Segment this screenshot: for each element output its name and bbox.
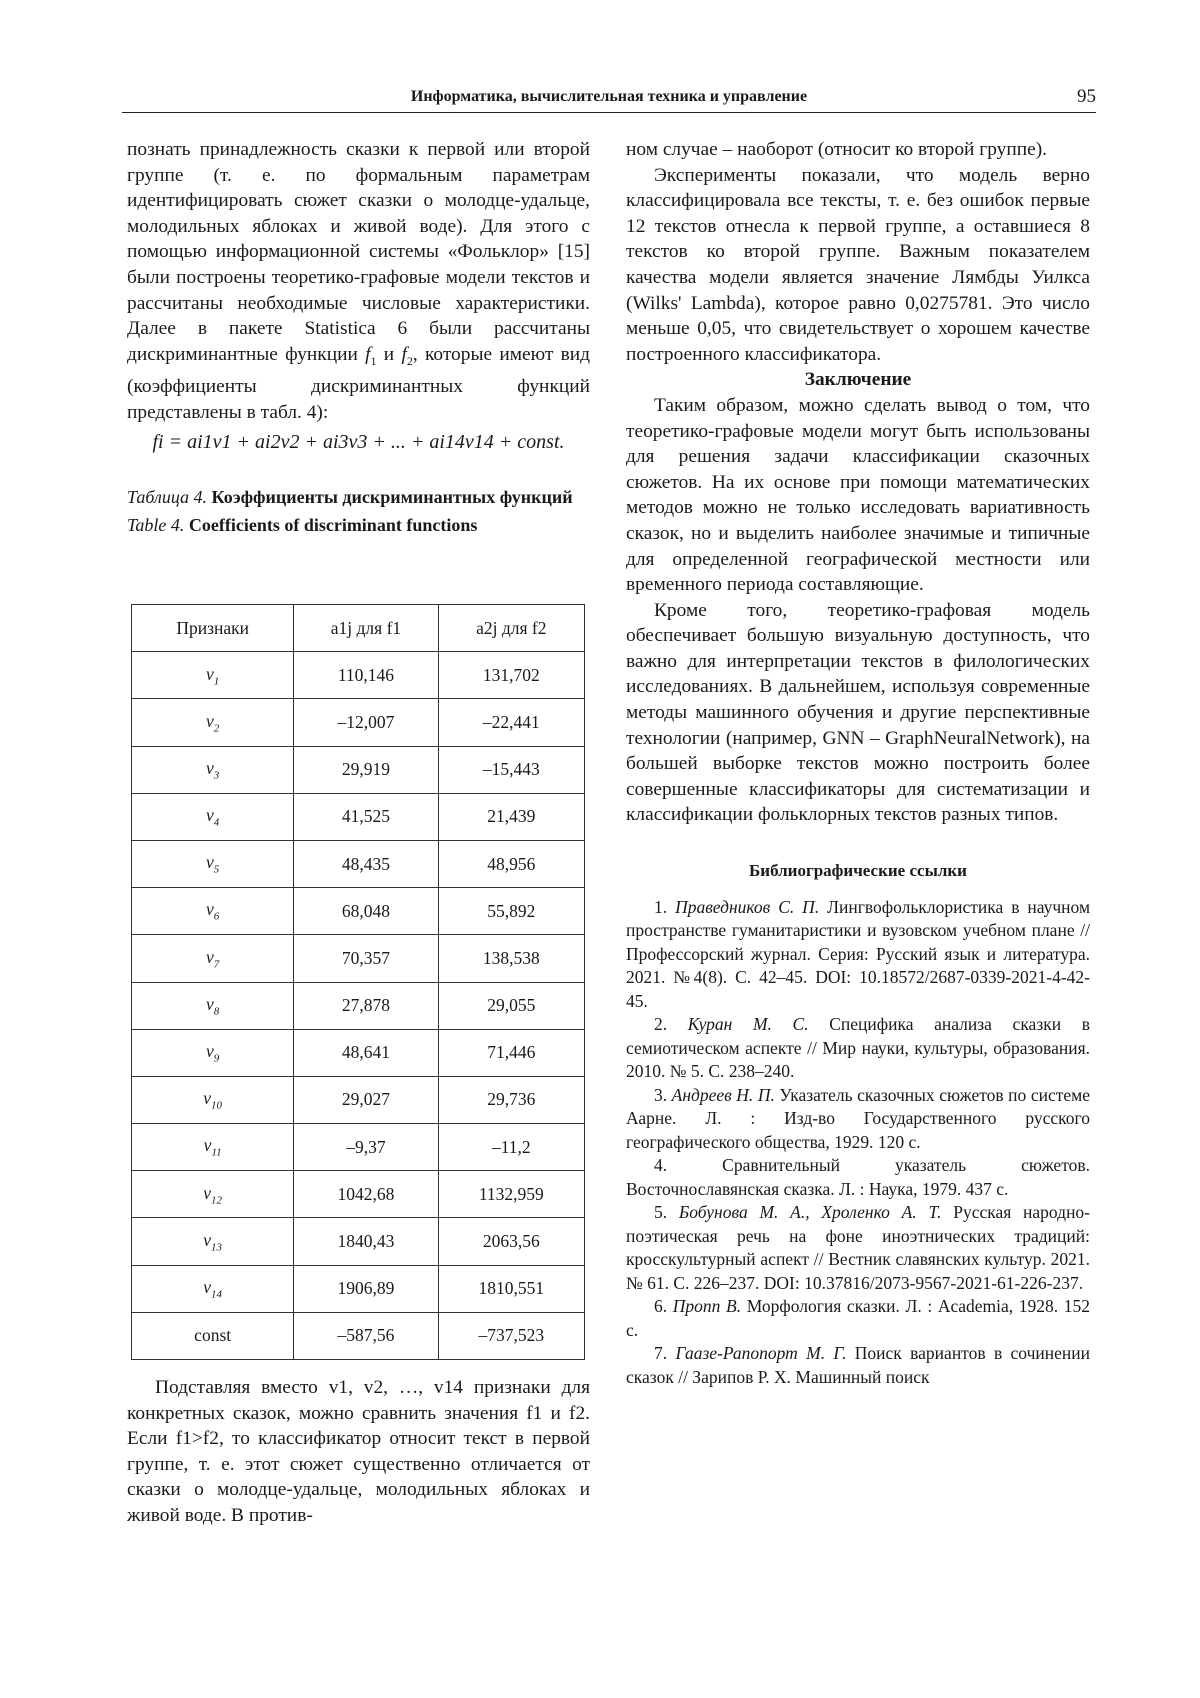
header-a1j: a1j для f1 (294, 605, 438, 652)
table-row (132, 1029, 585, 1076)
table-row (132, 1124, 585, 1171)
a1j-cell: 48,641 (294, 1029, 438, 1076)
feature-cell: $v_8$ (132, 982, 294, 1029)
right-column (626, 137, 1090, 1389)
left-column-bottom (127, 1375, 590, 1529)
page-number: 95 (1077, 86, 1096, 107)
conjunction: и (376, 343, 402, 365)
reference-item (626, 1013, 1090, 1084)
ref-author: Пропп В. (672, 1296, 742, 1317)
a1j-cell: 1042,68 (294, 1171, 438, 1218)
a2j-cell: 21,439 (438, 793, 584, 840)
formula-text: fi = ai1v1 + ai2v2 + ai3v3 + ... + ai14v14 + const. (152, 431, 565, 454)
feature-cell: const (132, 1312, 294, 1359)
header-features: Признаки (132, 605, 294, 652)
a2j-cell: –15,443 (438, 746, 584, 793)
references-list (626, 896, 1090, 1390)
feature-cell: $v_{10}$ (132, 1076, 294, 1123)
table-row (132, 935, 585, 982)
table-row (132, 888, 585, 935)
a2j-cell: 138,538 (438, 935, 584, 982)
a1j-cell: 110,146 (294, 652, 438, 699)
ref-author: Праведников С. П. (675, 896, 820, 917)
feature-cell: $v_{14}$ (132, 1265, 294, 1312)
journal-title: Информатика, вычислительная техника и управление (410, 88, 808, 105)
a1j-cell: 29,027 (294, 1076, 438, 1123)
a1j-cell: 70,357 (294, 935, 438, 982)
paragraph-intro-tail: , которые имеют вид (коэффициенты дискриминантных функций представлены в табл. 4): (127, 343, 590, 423)
ref-text: Специфика анализа сказки в семиотическом аспекте // Мир науки, культуры, образования. 2010. № 5. С. 238–240. (626, 1014, 1090, 1082)
ref-text: Указатель сказочных сюжетов по системе Аарне. Л. : Изд-во Государственного русского географического общества, 1929. 120 с. (626, 1084, 1090, 1152)
reference-item (626, 1295, 1090, 1342)
feature-cell: $v_1$ (132, 652, 294, 699)
a1j-cell: 41,525 (294, 793, 438, 840)
table-row (132, 1076, 585, 1123)
paragraph-conclusion-1: Таким образом, можно сделать вывод о том, что теоретико-графовые модели могут быть использованы для решения задачи классификации сказочных сюжетов. На их основе при помощи математических методов можно не только исследовать вариативность сказок, но и выделить наиболее значимые и типичные для определенной географической местности или временного периода составляющие. (626, 394, 1090, 596)
table-row (132, 699, 585, 746)
ref-text: Лингвофольклористика в научном пространстве гуманитаристики и вузовском учебном плане // Профессорский журнал. Серия: Русский язык и литература. 2021. №4(8). С. 42–45. DOI: 10.18572/2687-0339-2021-4-42-45. (626, 896, 1091, 1011)
reference-item (626, 1201, 1090, 1295)
reference-item (626, 1084, 1090, 1155)
ref-number: 1. (654, 896, 668, 917)
feature-cell: $v_3$ (132, 746, 294, 793)
f2-subscript: 2 (406, 353, 413, 368)
a1j-cell: 1840,43 (294, 1218, 438, 1265)
a1j-cell: 1906,89 (294, 1265, 438, 1312)
a2j-cell: –11,2 (438, 1124, 584, 1171)
a1j-cell: –9,37 (294, 1124, 438, 1171)
references-heading: Библиографические ссылки (749, 861, 967, 881)
table-row (132, 652, 585, 699)
table-row (132, 746, 585, 793)
ref-number: 3. (654, 1084, 668, 1105)
paragraph-continuation: ном случае – наоборот (относит ко второй группе). (626, 139, 1048, 160)
ref-number: 2. (654, 1014, 668, 1035)
feature-cell: $v_9$ (132, 1029, 294, 1076)
caption-en-label: Table 4. (127, 515, 185, 536)
table-row (132, 840, 585, 887)
reference-item (626, 1342, 1090, 1389)
table-row (132, 1312, 585, 1359)
table-row (132, 1218, 585, 1265)
ref-author: Гаазе-Рапопорт М. Г. (675, 1343, 847, 1364)
feature-cell: $v_{12}$ (132, 1171, 294, 1218)
table-caption-ru (127, 485, 590, 509)
a2j-cell: 29,055 (438, 982, 584, 1029)
section-heading-conclusion: Заключение (804, 369, 912, 391)
ref-text: Русская народно-поэтическая речь на фоне иноэтнических традиций: кросскультурный аспект // Вестник славянских культур. 2021. № 61. С. 226–237. DOI: 10.37816/2073-9567-2021-61-226-237. (626, 1202, 1091, 1293)
coefficients-table (131, 604, 585, 1360)
paragraph-conclusion-2: Кроме того, теоретико-графовая модель обеспечивает большую визуальную доступность, что важно для интерпретации текстов в филологических исследованиях. В дальнейшем, используя современные методы машинного обучения и другие перспективные технологии (например, GNN – GraphNeuralNetwork), на большей выборке текстов можно построить более совершенные классификаторы для систематизации и классификации фольклорных текстов разных типов. (626, 599, 1090, 826)
paragraph-experiments: Эксперименты показали, что модель верно классифицировала все тексты, т. е. без ошибок первые 12 текстов отнесла к первой группе, а оставшиеся 8 текстов ко второй группе. Важным показателем качества модели является значение Лямбды Уилкса (Wilks' Lambda), которое равно 0,0275781. Это число меньше 0,05, что свидетельствует о хорошем качестве построенного классификатора. (626, 164, 1090, 365)
f1-subscript: 1 (370, 353, 377, 368)
a2j-cell: 71,446 (438, 1029, 584, 1076)
ref-author: Бобунова М. А., Хроленко А. Т. (678, 1202, 942, 1223)
ref-number: 5. (654, 1202, 668, 1223)
ref-number: 4. (654, 1155, 668, 1176)
table-row (132, 1171, 585, 1218)
header-a2j: a2j для f2 (438, 605, 584, 652)
ref-number: 7. (654, 1343, 668, 1364)
ref-author: Андреев Н. П. (671, 1084, 775, 1105)
a2j-cell: 1810,551 (438, 1265, 584, 1312)
a2j-cell: 2063,56 (438, 1218, 584, 1265)
ref-number: 6. (654, 1296, 668, 1317)
feature-cell: $v_4$ (132, 793, 294, 840)
a1j-cell: –587,56 (294, 1312, 438, 1359)
discriminant-formula (127, 427, 590, 457)
ref-text: Морфология сказки. Л. : Academia, 1928. 152 с. (626, 1296, 1091, 1340)
f1-symbol: f (365, 343, 371, 365)
a2j-cell: –737,523 (438, 1312, 584, 1359)
table-row (132, 1265, 585, 1312)
paragraph-substitution: Подставляя вместо v1, v2, …, v14 признаки для конкретных сказок, можно сравнить значения f1 и f2. Если f1>f2, то классификатор относит текст в первой группе, т. е. этот сюжет существенно отличается от сказки о молодце-удальце, молодильных яблоках и живой воде. В против- (127, 1377, 590, 1526)
a2j-cell: 48,956 (438, 840, 584, 887)
caption-en-title: Coefficients of discriminant functions (188, 515, 478, 536)
a1j-cell: 68,048 (294, 888, 438, 935)
left-column (127, 137, 590, 537)
table-header-row (132, 605, 585, 652)
a2j-cell: 29,736 (438, 1076, 584, 1123)
reference-item (626, 896, 1090, 1014)
ref-text: Сравнительный указатель сюжетов. Восточнославянская сказка. Л. : Наука, 1979. 437 с. (626, 1155, 1091, 1199)
feature-cell: $v_{11}$ (132, 1124, 294, 1171)
a1j-cell: 29,919 (294, 746, 438, 793)
running-header (122, 86, 1096, 113)
feature-cell: $v_6$ (132, 888, 294, 935)
feature-cell: $v_2$ (132, 699, 294, 746)
paragraph-intro (127, 137, 590, 425)
a2j-cell: 55,892 (438, 888, 584, 935)
feature-cell: $v_7$ (132, 935, 294, 982)
a1j-cell: 27,878 (294, 982, 438, 1029)
ref-text: Поиск вариантов в сочинении сказок // Зарипов Р. Х. Машинный поиск (626, 1343, 1090, 1387)
table-caption-en (127, 513, 590, 537)
table-row (132, 793, 585, 840)
paragraph-intro-text: познать принадлежность сказки к первой или второй группе (т. е. по формальным параметрам идентифицировать сюжет сказки о молодце-удальце, молодильных яблоках и живой воде). Для этого с помощью информационной системы «Фольклор» [15] были построены теоретико-графовые модели текстов и рассчитаны необходимые числовые характеристики. Далее в пакете Statistica 6 были рассчитаны дискриминантные функции (127, 139, 590, 365)
feature-cell: $v_5$ (132, 840, 294, 887)
table-row (132, 982, 585, 1029)
feature-cell: $v_{13}$ (132, 1218, 294, 1265)
a1j-cell: –12,007 (294, 699, 438, 746)
reference-item (626, 1154, 1090, 1201)
f2-symbol: f (401, 343, 407, 365)
caption-ru-title: Коэффициенты дискриминантных функций (211, 487, 573, 508)
ref-author: Куран М. С. (687, 1014, 809, 1035)
caption-ru-label: Таблица 4. (127, 487, 208, 508)
a2j-cell: 1132,959 (438, 1171, 584, 1218)
a1j-cell: 48,435 (294, 840, 438, 887)
a2j-cell: 131,702 (438, 652, 584, 699)
a2j-cell: –22,441 (438, 699, 584, 746)
